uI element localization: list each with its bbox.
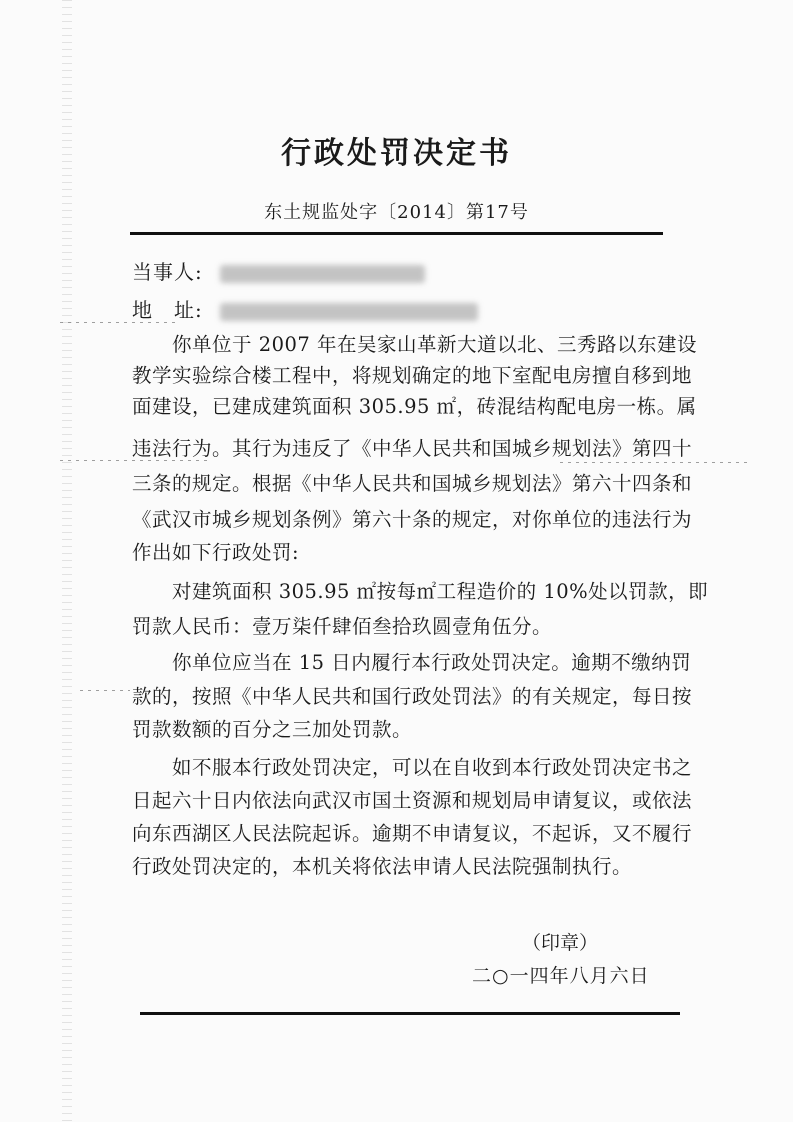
body-line: 款的，按照《中华人民共和国行政处罚法》的有关规定，每日按 bbox=[132, 685, 693, 708]
body-line: 日起六十日内依法向武汉市国土资源和规划局申请复议，或依法 bbox=[132, 789, 693, 812]
body-line: 罚款人民币：壹万柒仟肆佰叁拾玖圆壹角伍分。 bbox=[132, 615, 553, 638]
issue-date: 二○一四年八月六日 bbox=[472, 965, 650, 987]
body-line: 罚款数额的百分之三加处罚款。 bbox=[132, 718, 413, 741]
body-line: 面建设，已建成建筑面积 305.95 ㎡，砖混结构配电房一栋。属 bbox=[132, 395, 697, 418]
document-number: 东土规监处字〔2014〕第17号 bbox=[264, 202, 529, 223]
header-divider bbox=[130, 232, 663, 235]
party-field bbox=[132, 258, 425, 286]
address-redacted bbox=[220, 303, 478, 321]
body-line: 如不服本行政处罚决定，可以在自收到本行政处罚决定书之 bbox=[132, 756, 693, 779]
party-label: 当事人: bbox=[132, 260, 203, 284]
address-label: 地 址: bbox=[132, 298, 203, 322]
seal-placeholder: （印章） bbox=[522, 932, 599, 954]
scan-noise bbox=[60, 460, 210, 461]
body-line: 三条的规定。根据《中华人民共和国城乡规划法》第六十四条和 bbox=[132, 472, 693, 495]
body-line: 向东西湖区人民法院起诉。逾期不申请复议，不起诉，又不履行 bbox=[132, 822, 693, 845]
footer-divider bbox=[140, 1012, 680, 1015]
body-line: 你单位应当在 15 日内履行本行政处罚决定。逾期不缴纳罚 bbox=[132, 651, 692, 674]
scan-noise bbox=[560, 462, 750, 463]
scan-noise bbox=[80, 690, 130, 691]
body-line: 作出如下行政处罚: bbox=[132, 541, 300, 564]
body-line: 违法行为。其行为违反了《中华人民共和国城乡规划法》第四十 bbox=[132, 437, 693, 460]
body-line: 《武汉市城乡规划条例》第六十条的规定，对你单位的违法行为 bbox=[132, 508, 693, 531]
body-line: 你单位于 2007 年在吴家山革新大道以北、三秀路以东建设 bbox=[132, 333, 698, 356]
address-field bbox=[132, 296, 478, 324]
party-name-redacted bbox=[220, 265, 425, 283]
body-line: 对建筑面积 305.95 ㎡按每㎡工程造价的 10%处以罚款，即 bbox=[132, 580, 709, 603]
body-line: 行政处罚决定的，本机关将依法申请人民法院强制执行。 bbox=[132, 855, 633, 878]
document-title: 行政处罚决定书 bbox=[281, 136, 512, 171]
body-line: 教学实验综合楼工程中，将规划确定的地下室配电房擅自移到地 bbox=[132, 364, 693, 387]
scan-noise bbox=[60, 322, 180, 323]
